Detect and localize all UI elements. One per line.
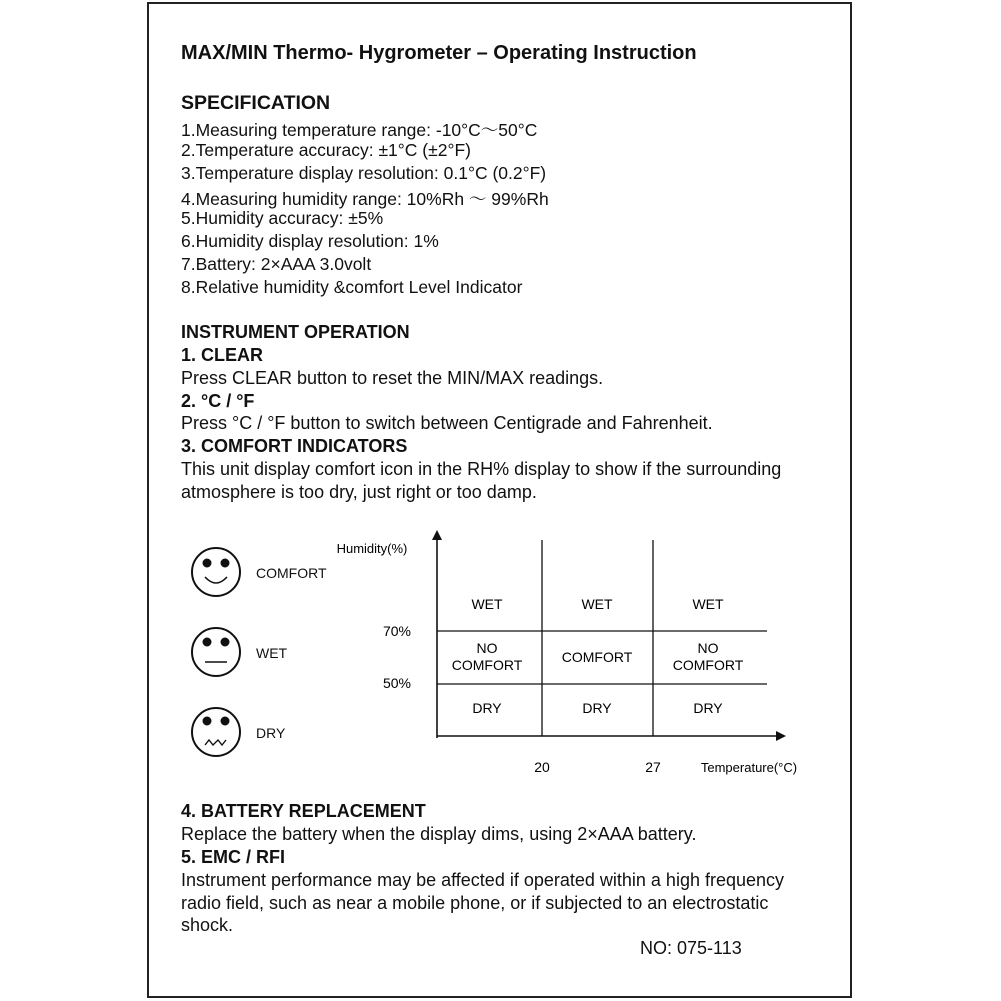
- spec-item-2: 2.Temperature accuracy: ±1°C (±2°F): [181, 140, 471, 160]
- comfort-text-line-1: This unit display comfort icon in the RH% display to show if the surrounding: [181, 459, 782, 479]
- cell-dry-high-temp: DRY: [693, 700, 723, 716]
- unit-heading: 2. °C / °F: [181, 391, 255, 411]
- cell-no-comfort-high-line1: NO: [697, 640, 719, 656]
- cell-wet-mid-temp: WET: [581, 596, 613, 612]
- x-tick-20: 20: [534, 759, 550, 775]
- document-title: MAX/MIN Thermo- Hygrometer – Operating Instruction: [181, 42, 697, 64]
- y-axis-label: Humidity(%): [336, 541, 408, 556]
- legend-comfort-label: COMFORT: [256, 565, 327, 581]
- clear-text: Press CLEAR button to reset the MIN/MAX readings.: [181, 368, 604, 388]
- cell-comfort-mid: COMFORT: [561, 649, 633, 665]
- cell-wet-high-temp: WET: [692, 596, 724, 612]
- battery-heading: 4. BATTERY REPLACEMENT: [181, 801, 426, 821]
- comfort-text-line-2: atmosphere is too dry, just right or too damp.: [181, 482, 537, 502]
- comfort-heading: 3. COMFORT INDICATORS: [181, 436, 408, 456]
- cell-dry-mid-temp: DRY: [582, 700, 612, 716]
- spec-item-1: 1.Measuring temperature range: -10°C～50°C: [181, 120, 538, 140]
- clear-heading: 1. CLEAR: [181, 345, 264, 365]
- legend-wet-label: WET: [256, 645, 288, 661]
- y-tick-70: 70%: [382, 623, 412, 639]
- spec-item-3: 3.Temperature display resolution: 0.1°C (0.2°F): [181, 163, 547, 183]
- legend-dry-label: DRY: [256, 725, 286, 741]
- document-number: NO: 075-113: [640, 938, 742, 958]
- spec-item-4: 4.Measuring humidity range: 10%Rh ～ 99%Rh: [181, 189, 549, 209]
- emc-text-line-1: Instrument performance may be affected if operated within a high frequency: [181, 870, 785, 890]
- x-axis-label: Temperature(°C): [700, 760, 798, 775]
- battery-text: Replace the battery when the display dims, using 2×AAA battery.: [181, 824, 697, 844]
- y-tick-50: 50%: [382, 675, 412, 691]
- cell-no-comfort-low-line2: COMFORT: [451, 657, 523, 673]
- cell-dry-low-temp: DRY: [472, 700, 502, 716]
- emc-text-line-2: radio field, such as near a mobile phone, or if subjected to an electrostatic: [181, 893, 769, 913]
- spec-item-8: 8.Relative humidity &comfort Level Indicator: [181, 277, 523, 297]
- specification-heading: SPECIFICATION: [181, 92, 331, 114]
- x-tick-27: 27: [645, 759, 661, 775]
- spec-item-6: 6.Humidity display resolution: 1%: [181, 231, 439, 251]
- cell-no-comfort-high-line2: COMFORT: [672, 657, 744, 673]
- operation-heading: INSTRUMENT OPERATION: [181, 322, 410, 342]
- cell-wet-low-temp: WET: [471, 596, 503, 612]
- emc-heading: 5. EMC / RFI: [181, 847, 286, 867]
- spec-item-7: 7.Battery: 2×AAA 3.0volt: [181, 254, 372, 274]
- cell-no-comfort-low-line1: NO: [476, 640, 498, 656]
- spec-item-5: 5.Humidity accuracy: ±5%: [181, 208, 384, 228]
- unit-text: Press °C / °F button to switch between Centigrade and Fahrenheit.: [181, 413, 713, 433]
- emc-text-line-3: shock.: [181, 915, 234, 935]
